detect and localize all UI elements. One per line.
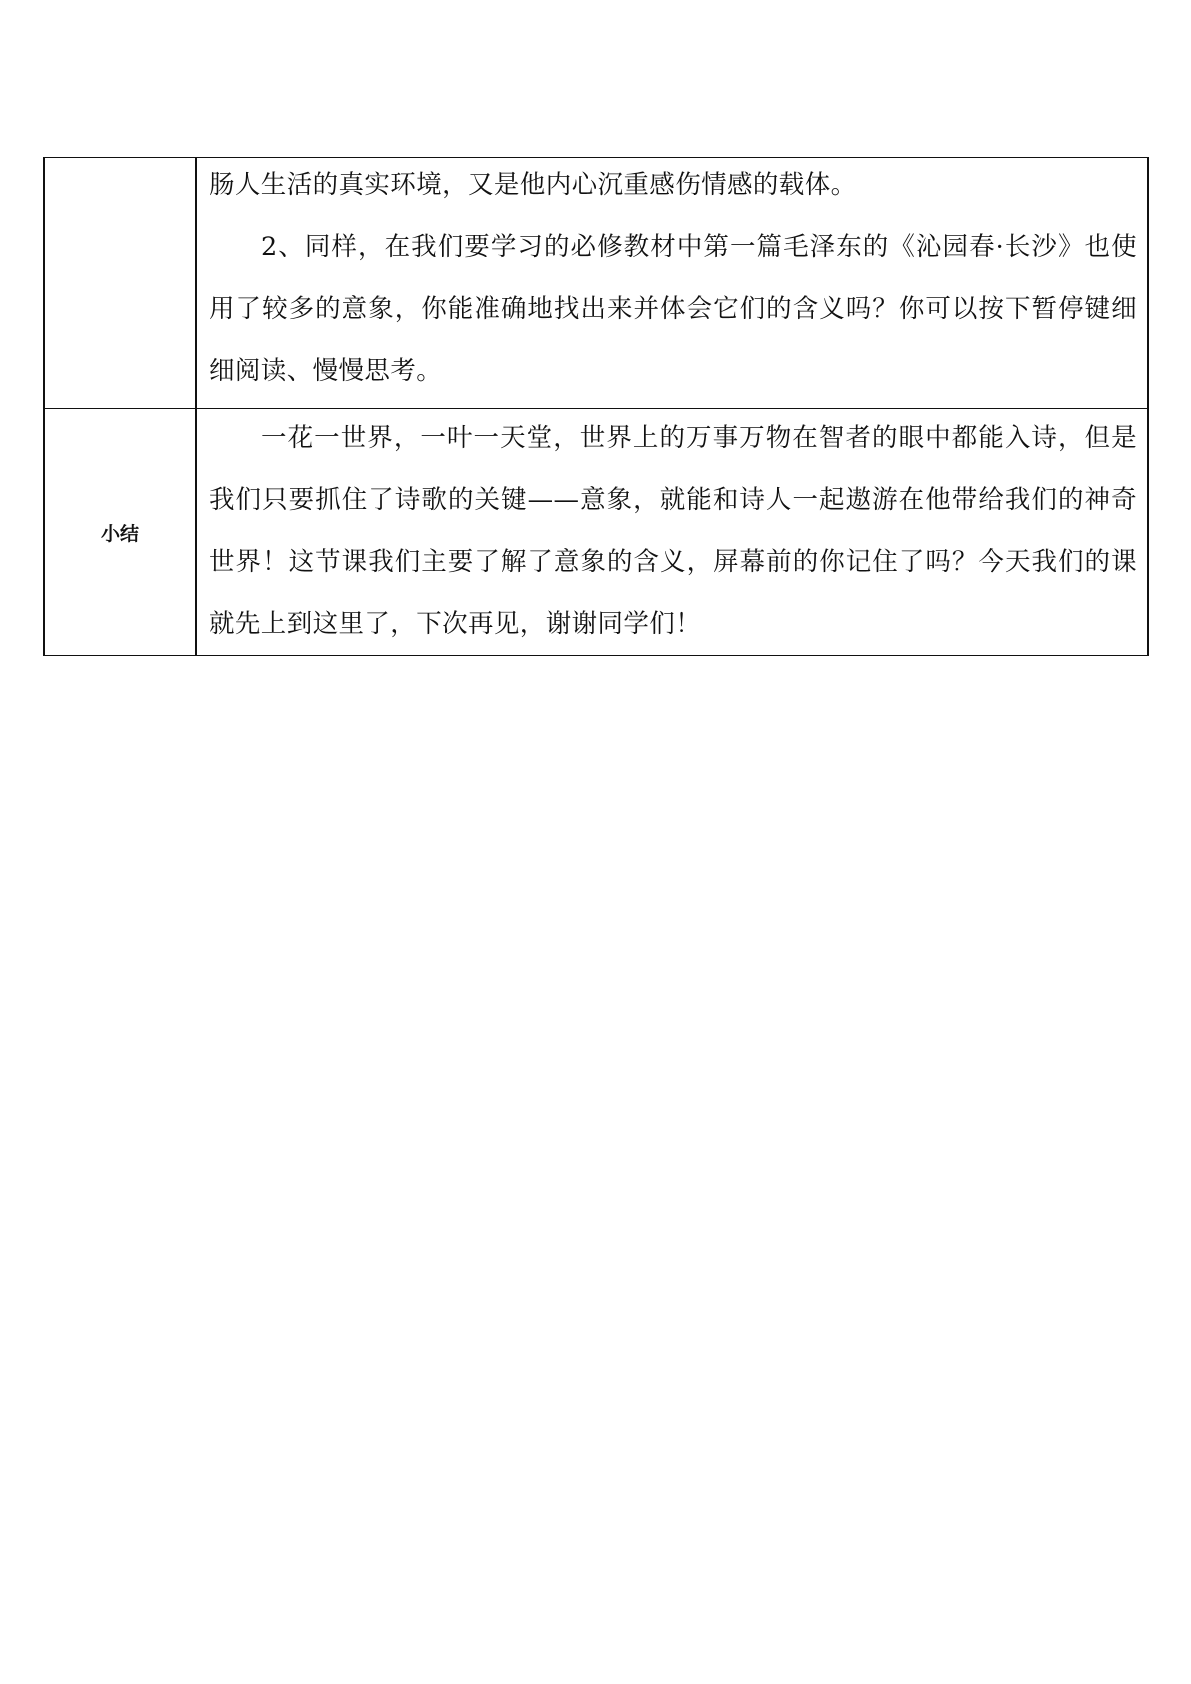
row-label-empty	[44, 158, 196, 409]
row-content	[196, 158, 1148, 409]
paragraph-question-2: 2、同样，在我们要学习的必修教材中第一篇毛泽东的《沁园春·长沙》也使用了较多的意象，你能准确地找出来并体会它们的含义吗？你可以按下暂停键细细阅读、慢慢思考。	[209, 232, 1137, 386]
table-row	[44, 158, 1148, 409]
table-row	[44, 409, 1148, 656]
row-label-summary: 小结	[44, 409, 196, 656]
paragraph-continuation: 肠人生活的真实环境，又是他内心沉重感伤情感的载体。	[209, 170, 857, 200]
paragraph-summary: 一花一世界，一叶一天堂，世界上的万事万物在智者的眼中都能入诗，但是我们只要抓住了诗歌的关键——意象，就能和诗人一起遨游在他带给我们的神奇世界！这节课我们主要了解了意象的含义，屏幕前的你记住了吗？今天我们的课就先上到这里了，下次再见，谢谢同学们！	[209, 423, 1137, 639]
row-content	[196, 409, 1148, 656]
lesson-plan-table	[43, 157, 1149, 656]
